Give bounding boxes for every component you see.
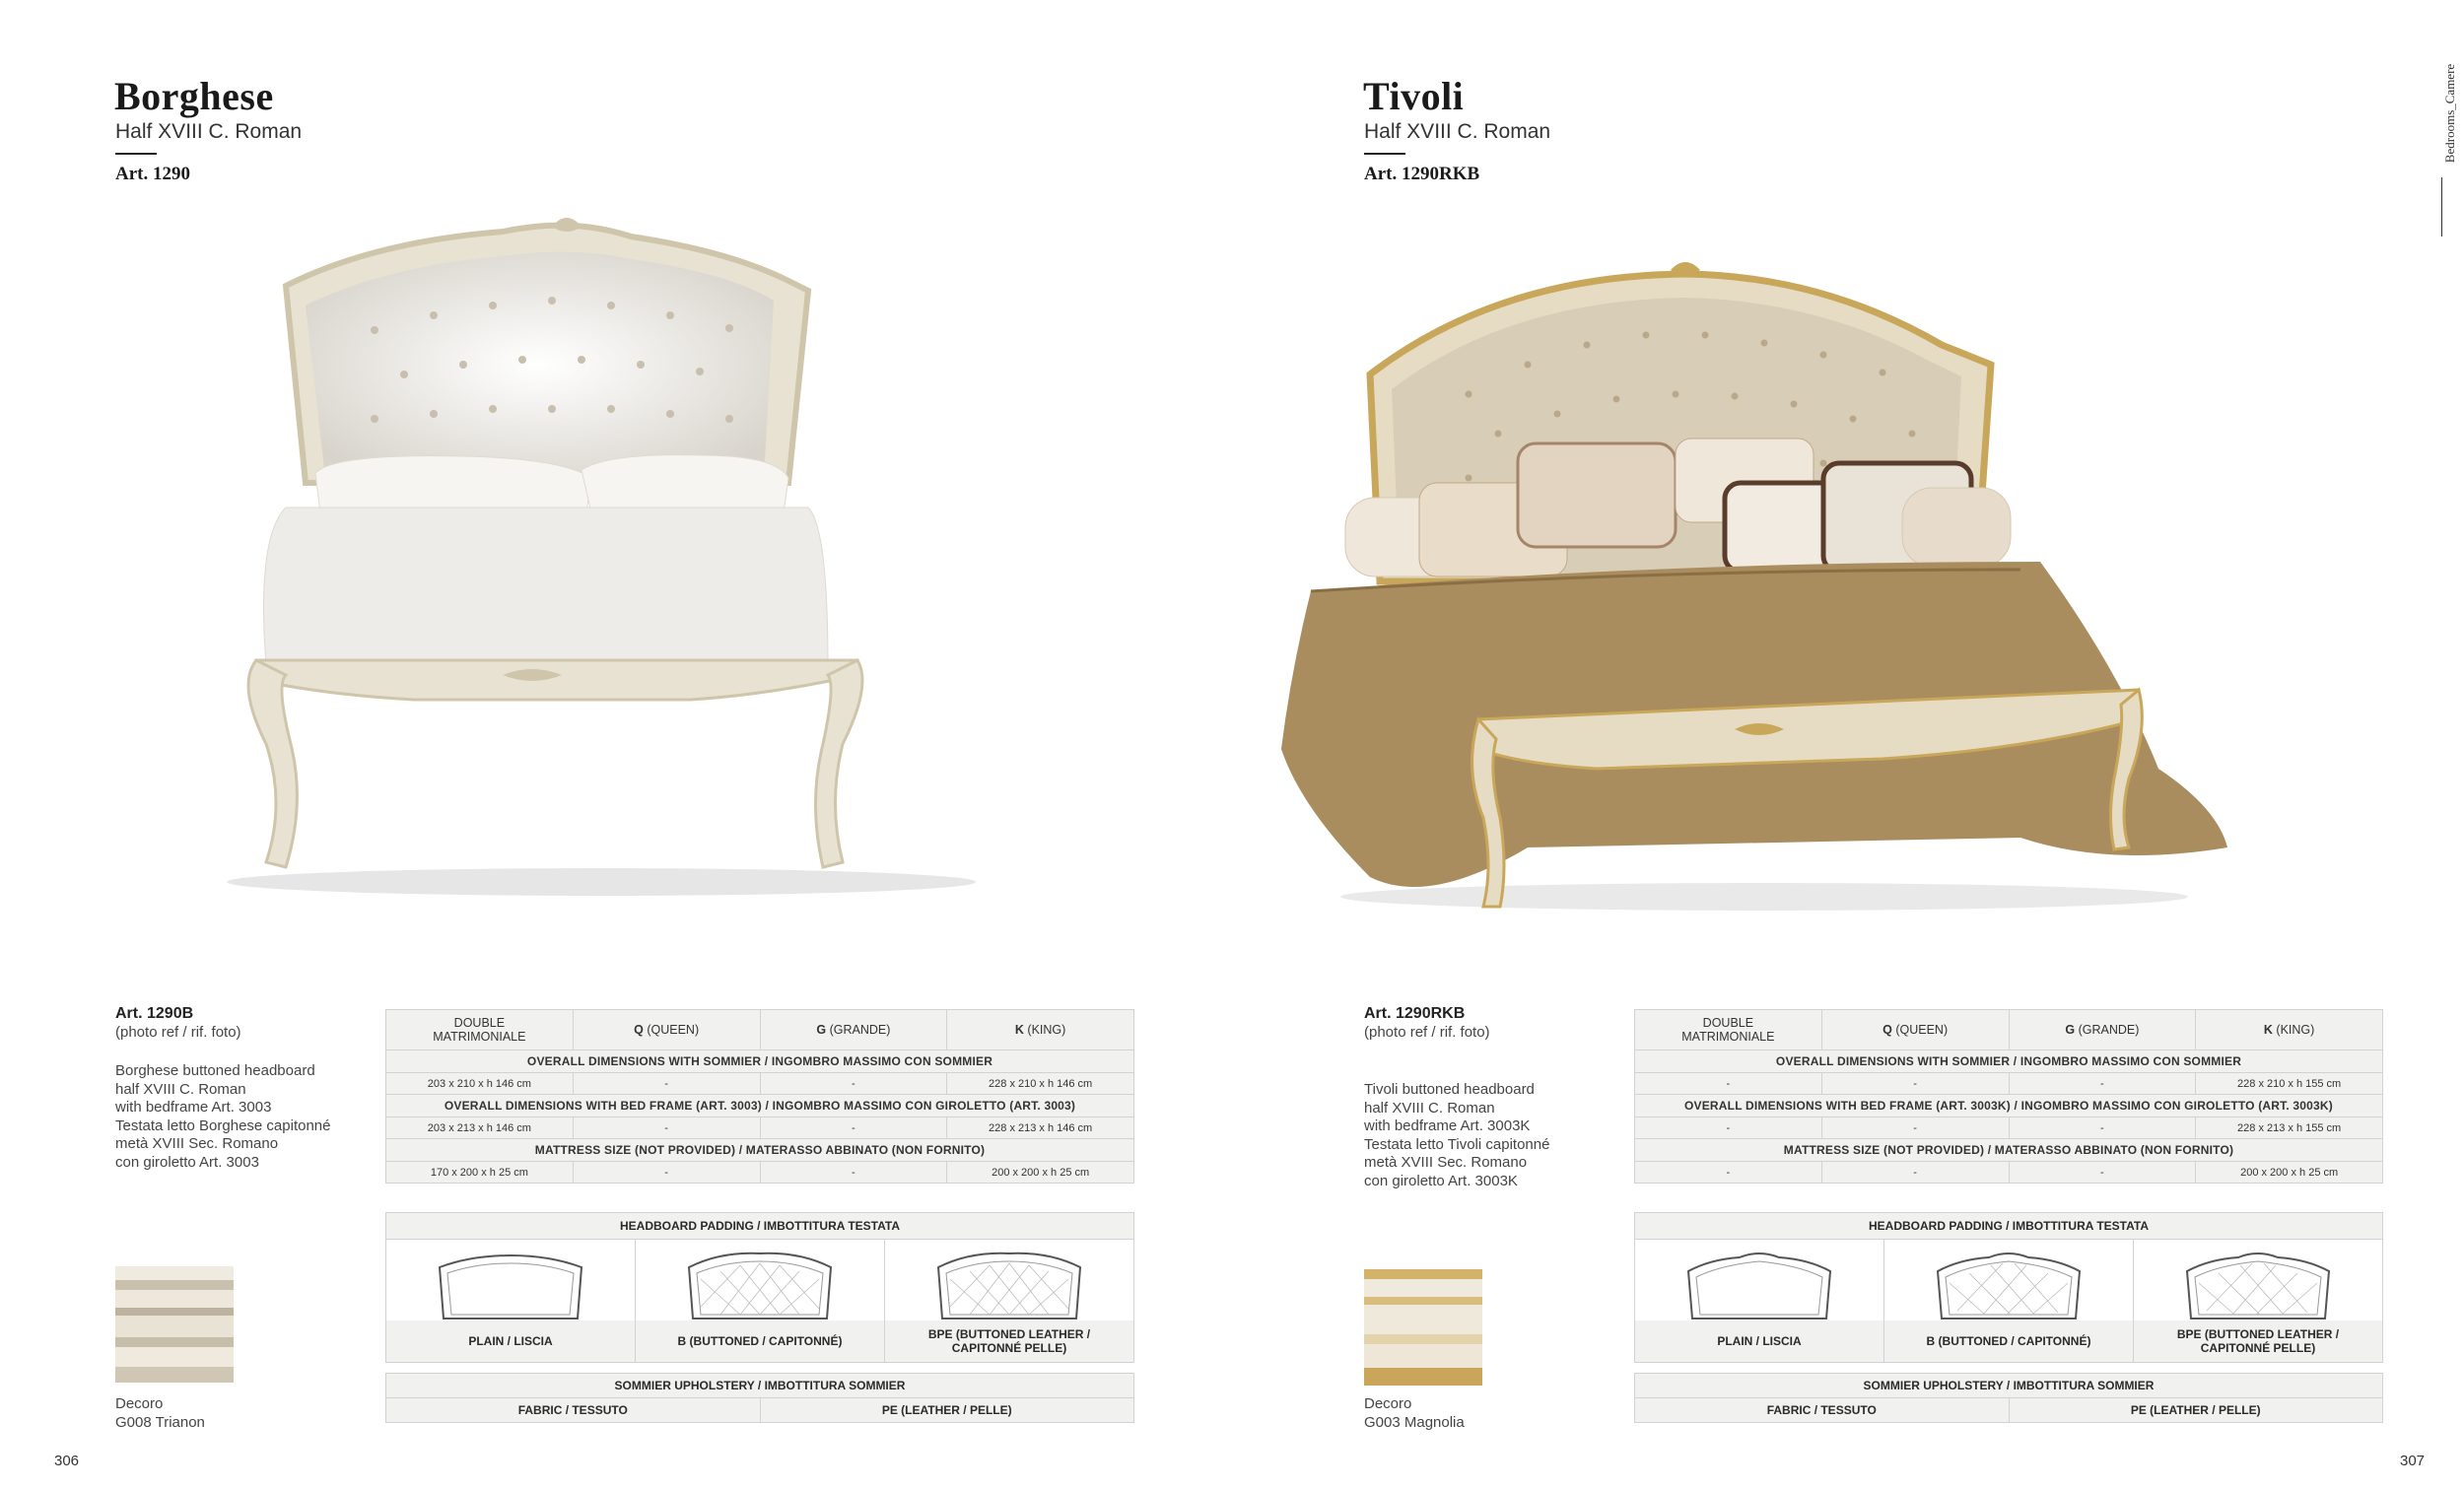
- headboard-buttoned-leather-icon: [2179, 1250, 2337, 1320]
- dimension-section-row: [386, 1139, 1134, 1162]
- sommier-option-fabric: FABRIC / TESSUTO: [1635, 1398, 2010, 1423]
- headboard-buttoned-leather-icon: [930, 1250, 1088, 1320]
- size-column-header: [2009, 1010, 2196, 1050]
- section-side-label-text: Bedrooms_Camere: [2442, 63, 2457, 164]
- dimension-section-title: OVERALL DIMENSIONS WITH SOMMIER / INGOMBRO MASSIMO CON SOMMIER: [1635, 1050, 2383, 1073]
- headboard-buttoned-icon: [681, 1250, 839, 1320]
- dimension-values-row: [1635, 1073, 2383, 1095]
- dimension-section-title: OVERALL DIMENSIONS WITH BED FRAME (ART. 3003K) / INGOMBRO MASSIMO CON GIROLETTO (ART. 3003K): [1635, 1095, 2383, 1117]
- dimension-value-cell: 228 x 213 x h 146 cm: [947, 1117, 1134, 1139]
- page-number-left: 306: [54, 1453, 80, 1469]
- headboard-plain-icon: [432, 1250, 589, 1320]
- desc-photo-ref: (photo ref / rif. foto): [1364, 1024, 1490, 1041]
- headboard-padding-title: HEADBOARD PADDING / IMBOTTITURA TESTATA: [385, 1212, 1134, 1240]
- size-column-code: K: [1014, 1023, 1024, 1037]
- dimension-section-title: MATTRESS SIZE (NOT PROVIDED) / MATERASSO ABBINATO (NON FORNITO): [1635, 1139, 2383, 1162]
- dimension-section-row: [386, 1095, 1134, 1117]
- dimension-value-cell: -: [1635, 1117, 1822, 1139]
- size-column-header: [2196, 1010, 2383, 1050]
- padding-option-label: B (BUTTONED / CAPITONNÉ): [1884, 1320, 2133, 1362]
- sommier-table: [1634, 1373, 2383, 1423]
- product-title: Borghese: [114, 74, 274, 118]
- product-title: Tivoli: [1363, 74, 1465, 118]
- headboard-buttoned-icon: [1930, 1250, 2088, 1320]
- size-column-code: G: [816, 1023, 827, 1037]
- bed-photo-borghese: [177, 212, 1035, 902]
- size-column-header-line: MATRIMONIALE: [433, 1030, 526, 1044]
- dimension-section-row: [1635, 1139, 2383, 1162]
- dimension-value-cell: -: [1821, 1073, 2009, 1095]
- size-header-row: [386, 1010, 1134, 1050]
- size-column-header-line: DOUBLE: [453, 1016, 506, 1030]
- dimension-value-cell: 228 x 213 x h 155 cm: [2196, 1117, 2383, 1139]
- sommier-table: [385, 1373, 1134, 1423]
- size-column-header: [1821, 1010, 2009, 1050]
- size-column-header: [1635, 1010, 1822, 1050]
- size-column-name: (QUEEN): [1891, 1023, 1949, 1037]
- dimension-values-row: [386, 1073, 1134, 1095]
- desc-text: Tivoli buttoned headboard half XVIII C. Roman with bedframe Art. 3003K Testata letto Tivoli capitonné metà XVIII Sec. Romano con giroletto Art. 3003K: [1364, 1081, 1550, 1189]
- dimension-value-cell: -: [2009, 1117, 2196, 1139]
- padding-option-buttoned: [1884, 1240, 2134, 1363]
- padding-option-buttoned-leather: [2134, 1240, 2383, 1363]
- size-column-header: [573, 1010, 760, 1050]
- padding-option-label: BPE (BUTTONED LEATHER / CAPITONNÉ PELLE): [2134, 1320, 2382, 1362]
- title-rule: [115, 153, 157, 155]
- dimension-value-cell: 203 x 213 x h 146 cm: [386, 1117, 574, 1139]
- dimension-values-row: [386, 1117, 1134, 1139]
- dimension-value-cell: 200 x 200 x h 25 cm: [2196, 1162, 2383, 1184]
- dimension-value-cell: -: [573, 1162, 760, 1184]
- dimension-section-row: [386, 1050, 1134, 1073]
- decor-label: Decoro: [1364, 1395, 1412, 1412]
- decor-swatch: [1364, 1269, 1482, 1386]
- desc-art-number: Art. 1290RKB: [1364, 1005, 1466, 1022]
- desc-art-number: Art. 1290B: [115, 1005, 194, 1022]
- dimension-value-cell: 228 x 210 x h 146 cm: [947, 1073, 1134, 1095]
- sommier-option-leather: PE (LEATHER / PELLE): [2010, 1398, 2384, 1423]
- sommier-option-leather: PE (LEATHER / PELLE): [761, 1398, 1135, 1423]
- size-column-name: (KING): [2272, 1023, 2315, 1037]
- padding-option-plain: [1635, 1240, 1884, 1363]
- desc-photo-ref: (photo ref / rif. foto): [115, 1024, 241, 1041]
- padding-option-plain: [386, 1240, 636, 1363]
- page-number-right: 307: [2400, 1453, 2426, 1469]
- title-rule: [1364, 153, 1405, 155]
- padding-option-label: B (BUTTONED / CAPITONNÉ): [636, 1320, 884, 1362]
- size-column-name: (GRANDE): [2075, 1023, 2140, 1037]
- padding-option-label: PLAIN / LISCIA: [386, 1320, 635, 1362]
- decor-swatch: [115, 1266, 234, 1383]
- size-column-header: [760, 1010, 947, 1050]
- dimension-value-cell: 200 x 200 x h 25 cm: [947, 1162, 1134, 1184]
- product-subtitle: Half XVIII C. Roman: [1364, 120, 1551, 143]
- dimension-value-cell: -: [573, 1073, 760, 1095]
- padding-option-label: PLAIN / LISCIA: [1635, 1320, 1883, 1362]
- dimension-value-cell: -: [1635, 1162, 1822, 1184]
- dimension-value-cell: -: [1821, 1117, 2009, 1139]
- headboard-padding-title: HEADBOARD PADDING / IMBOTTITURA TESTATA: [1634, 1212, 2383, 1240]
- dimension-value-cell: -: [2009, 1162, 2196, 1184]
- dimension-values-row: [1635, 1117, 2383, 1139]
- size-column-code: K: [2263, 1023, 2273, 1037]
- dimension-value-cell: -: [1821, 1162, 2009, 1184]
- dimension-value-cell: -: [1635, 1073, 1822, 1095]
- padding-option-buttoned-leather: [885, 1240, 1134, 1363]
- section-side-label: [2442, 54, 2458, 172]
- padding-option-label: BPE (BUTTONED LEATHER / CAPITONNÉ PELLE): [885, 1320, 1133, 1362]
- size-column-header: [947, 1010, 1134, 1050]
- product-subtitle: Half XVIII C. Roman: [115, 120, 303, 143]
- dimensions-table: [1634, 1009, 2383, 1184]
- dimension-values-row: [1635, 1162, 2383, 1184]
- dimension-section-row: [1635, 1095, 2383, 1117]
- sommier-option-fabric: FABRIC / TESSUTO: [386, 1398, 761, 1423]
- product-art-number: Art. 1290: [115, 164, 190, 184]
- size-column-name: (GRANDE): [826, 1023, 891, 1037]
- headboard-padding-table: [1634, 1212, 2383, 1363]
- sommier-title: SOMMIER UPHOLSTERY / IMBOTTITURA SOMMIER: [385, 1373, 1134, 1398]
- dimension-section-title: OVERALL DIMENSIONS WITH SOMMIER / INGOMBRO MASSIMO CON SOMMIER: [386, 1050, 1134, 1073]
- size-column-header: [386, 1010, 574, 1050]
- dimension-value-cell: 203 x 210 x h 146 cm: [386, 1073, 574, 1095]
- size-column-header-line: DOUBLE: [1702, 1016, 1754, 1030]
- dimension-section-title: MATTRESS SIZE (NOT PROVIDED) / MATERASSO ABBINATO (NON FORNITO): [386, 1139, 1134, 1162]
- product-art-number: Art. 1290RKB: [1364, 164, 1480, 184]
- size-column-name: (KING): [1023, 1023, 1066, 1037]
- dimension-value-cell: -: [760, 1073, 947, 1095]
- headboard-plain-icon: [1680, 1250, 1838, 1320]
- size-column-code: Q: [634, 1023, 644, 1037]
- decor-code: G003 Magnolia: [1364, 1414, 1465, 1431]
- dimension-value-cell: -: [760, 1162, 947, 1184]
- dimension-value-cell: -: [2009, 1073, 2196, 1095]
- sommier-title: SOMMIER UPHOLSTERY / IMBOTTITURA SOMMIER: [1634, 1373, 2383, 1398]
- size-column-code: G: [2065, 1023, 2076, 1037]
- dimension-value-cell: -: [573, 1117, 760, 1139]
- padding-option-buttoned: [636, 1240, 885, 1363]
- dimension-section-row: [1635, 1050, 2383, 1073]
- section-side-rule: [2441, 177, 2442, 237]
- headboard-padding-table: [385, 1212, 1134, 1363]
- size-header-row: [1635, 1010, 2383, 1050]
- dimensions-table: [385, 1009, 1134, 1184]
- bed-photo-tivoli: [1271, 256, 2257, 926]
- size-column-code: Q: [1882, 1023, 1892, 1037]
- dimension-value-cell: 170 x 200 x h 25 cm: [386, 1162, 574, 1184]
- desc-text: Borghese buttoned headboard half XVIII C. Roman with bedframe Art. 3003 Testata letto Borghese capitonné metà XVIII Sec. Romano con giroletto Art. 3003: [115, 1062, 331, 1171]
- decor-label: Decoro: [115, 1395, 164, 1412]
- decor-code: G008 Trianon: [115, 1414, 205, 1431]
- dimension-values-row: [386, 1162, 1134, 1184]
- size-column-header-line: MATRIMONIALE: [1681, 1030, 1775, 1044]
- size-column-name: (QUEEN): [643, 1023, 700, 1037]
- dimension-section-title: OVERALL DIMENSIONS WITH BED FRAME (ART. 3003) / INGOMBRO MASSIMO CON GIROLETTO (ART. 3003): [386, 1095, 1134, 1117]
- dimension-value-cell: 228 x 210 x h 155 cm: [2196, 1073, 2383, 1095]
- dimension-value-cell: -: [760, 1117, 947, 1139]
